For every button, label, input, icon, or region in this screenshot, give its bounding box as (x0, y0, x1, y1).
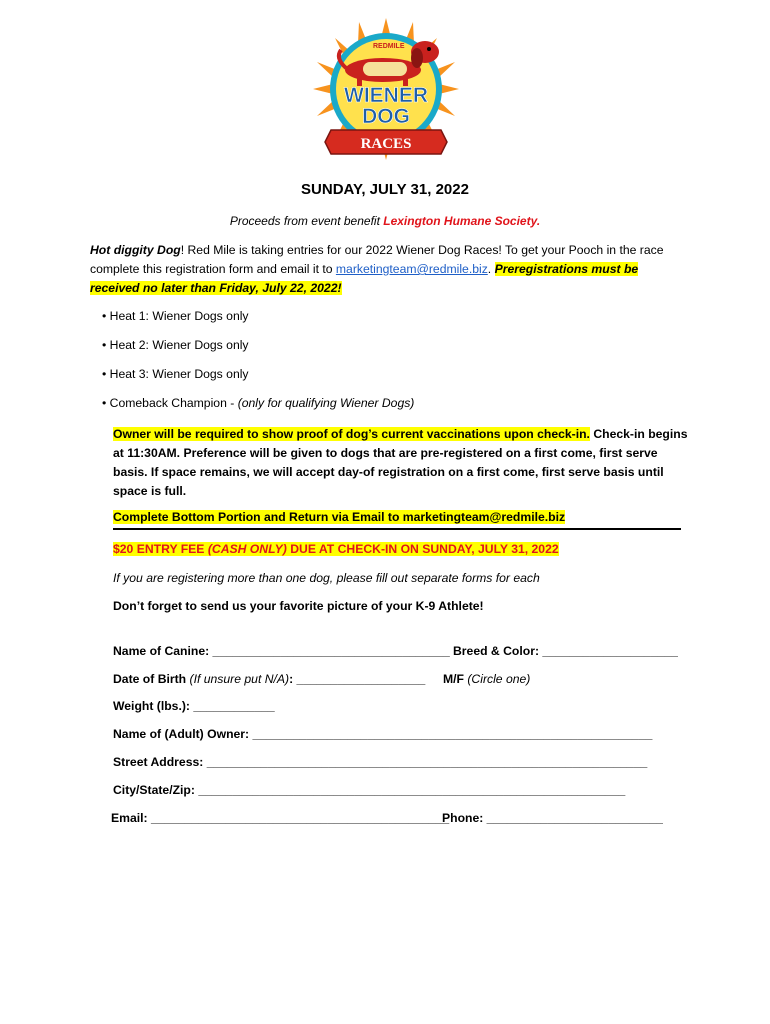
wiener-dog-races-logo (313, 18, 459, 160)
logo-line3: RACES (360, 136, 412, 152)
weight-field[interactable]: Weight (lbs.): ____________ (113, 699, 275, 713)
entry-fee-line (113, 542, 559, 556)
owner-name-field[interactable]: Name of (Adult) Owner: ___________________________________________________________ (113, 727, 653, 741)
comeback-champion-bullet (102, 396, 414, 410)
phone-field[interactable]: Phone: __________________________ (442, 811, 663, 825)
intro-paragraph (90, 241, 690, 298)
city-state-zip-field[interactable]: City/State/Zip: _______________________________________________________________ (113, 783, 626, 797)
comeback-note: (only for qualifying Wiener Dogs) (237, 396, 415, 410)
complete-bottom-instruction: Complete Bottom Portion and Return via Email to marketingteam@redmile.biz (113, 510, 566, 524)
dob-blank: : ___________________ (289, 672, 426, 686)
checkin-details: Check-in begins at 11:30AM. Preference will be given to dogs that are pre-registered on a first come, first serve basis. If space remains, we will accept day-of registration on a first come, first serve basis until space is full. (113, 427, 688, 498)
sex-field[interactable] (443, 672, 530, 686)
mf-label: M/F (443, 672, 468, 686)
dob-label: Date of Birth (113, 672, 190, 686)
logo-line1: WIENER (344, 84, 428, 107)
heat-1-bullet: • Heat 1: Wiener Dogs only (102, 309, 249, 323)
event-date-title: SUNDAY, JULY 31, 2022 (301, 181, 469, 198)
logo-brand-text: REDMILE (373, 43, 405, 50)
logo-line2: DOG (362, 105, 410, 128)
entry-cash-only: (CASH ONLY) (207, 542, 287, 556)
proceeds-line (0, 214, 770, 228)
intro-text-2: . (487, 262, 495, 276)
entry-fee-prefix: $20 ENTRY FEE (113, 542, 208, 556)
mf-note: (Circle one) (467, 672, 531, 686)
intro-text-1: ! Red Mile is taking entries for our 2022 Wiener Dog Races! To get your Pooch in the race complete this registration form and email it to (90, 243, 664, 276)
vaccination-highlight: Owner will be required to show proof of dog’s current vaccinations upon check-in. (113, 427, 590, 441)
multiple-dogs-note: If you are registering more than one dog, please fill out separate forms for each (113, 571, 540, 585)
proceeds-prefix: Proceeds from event benefit (229, 214, 384, 228)
section-divider (113, 528, 681, 530)
photo-request: Don’t forget to send us your favorite picture of your K-9 Athlete! (113, 599, 484, 613)
beneficiary-org: Lexington Humane Society. (383, 214, 541, 228)
intro-email-link[interactable]: marketingteam@redmile.biz (335, 262, 488, 276)
heat-2-bullet: • Heat 2: Wiener Dogs only (102, 338, 249, 352)
intro-hot-diggity: Hot diggity Dog (90, 243, 181, 257)
comeback-prefix: • Comeback Champion - (102, 396, 238, 410)
heat-3-bullet: • Heat 3: Wiener Dogs only (102, 367, 249, 381)
preregistration-deadline: Preregistrations must be received no later than Friday, July 22, 2022! (90, 262, 639, 295)
email-field[interactable]: Email: ____________________________________________ (111, 811, 450, 825)
canine-name-field[interactable]: Name of Canine: ___________________________________ (113, 644, 450, 658)
breed-color-field[interactable]: Breed & Color: ____________________ (453, 644, 678, 658)
street-address-field[interactable]: Street Address: _________________________________________________________________ (113, 755, 648, 769)
date-of-birth-field[interactable] (113, 672, 425, 686)
vaccination-notice (113, 425, 693, 501)
entry-fee-suffix: DUE AT CHECK-IN ON SUNDAY, JULY 31, 2022 (286, 542, 559, 556)
dob-note: (If unsure put N/A) (189, 672, 290, 686)
